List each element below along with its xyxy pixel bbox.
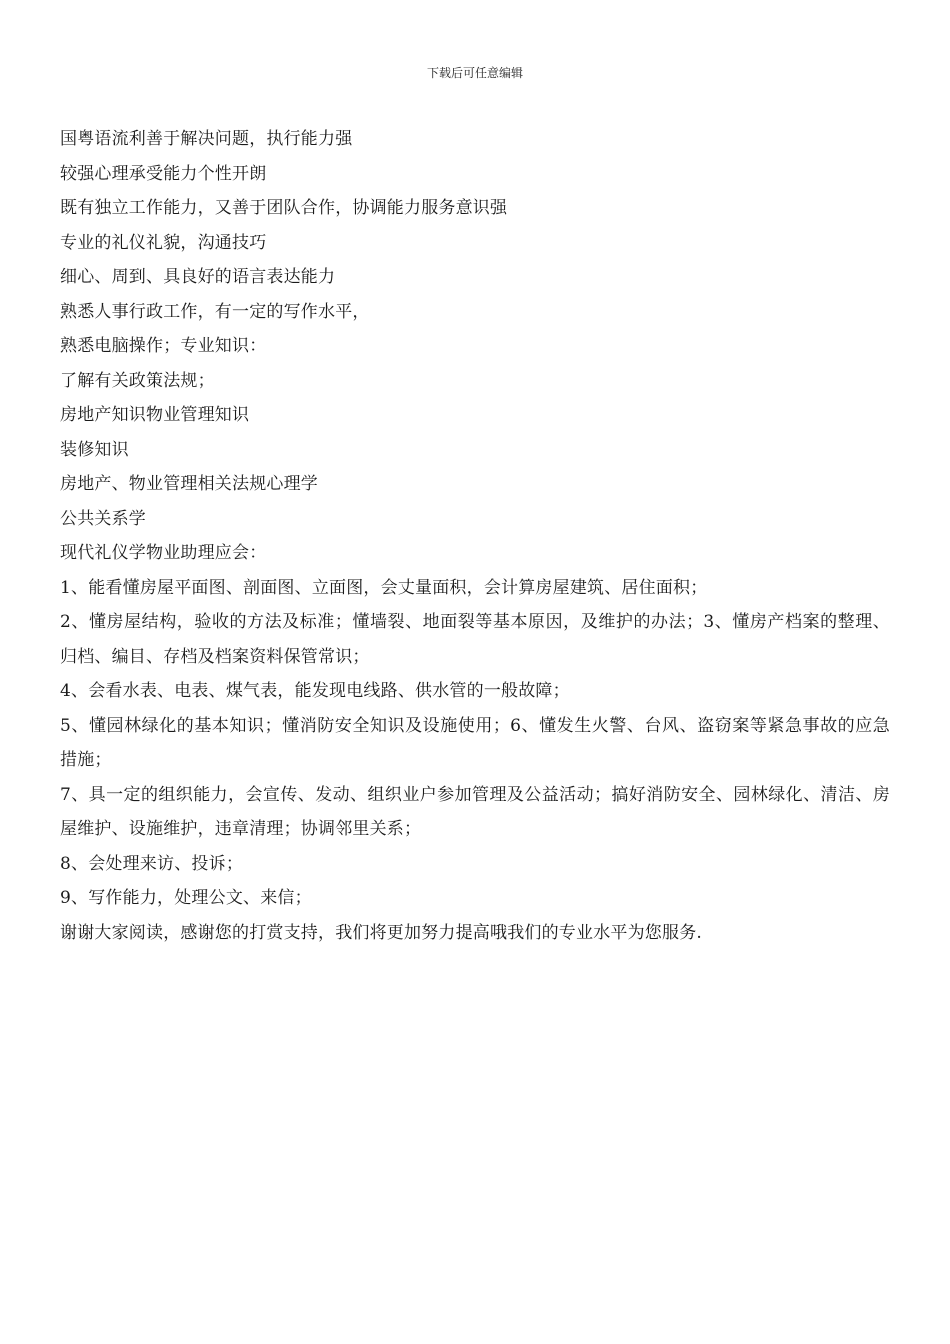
document-body xyxy=(60,122,890,950)
text-line: 专业的礼仪礼貌，沟通技巧 xyxy=(60,232,267,253)
text-line: 既有独立工作能力，又善于团队合作，协调能力服务意识强 xyxy=(60,198,508,218)
list-item: 8、会处理来访、投诉； xyxy=(60,853,244,874)
list-item: 4、会看水表、电表、煤气表，能发现电线路、供水管的一般故障； xyxy=(60,681,570,701)
text-line: 现代礼仪学物业助理应会： xyxy=(60,543,267,563)
text-line: 细心、周到、具良好的语言表达能力 xyxy=(60,267,336,287)
list-item: 1、能看懂房屋平面图、剖面图、立面图，会丈量面积，会计算房屋建筑、居住面积； xyxy=(60,577,708,598)
text-line: 房地产知识物业管理知识 xyxy=(60,405,250,425)
text-line: 了解有关政策法规； xyxy=(60,370,215,391)
list-item: 7、具一定的组织能力，会宣传、发动、组织业户参加管理及公益活动；搞好消防安全、园林绿化、清洁、房屋维护、设施维护，违章清理；协调邻里关系； xyxy=(60,784,890,839)
list-item: 2、懂房屋结构，验收的方法及标准；懂墙裂、地面裂等基本原因，及维护的办法；3、懂房产档案的整理、归档、编目、存档及档案资料保管常识； xyxy=(60,612,890,667)
text-line: 公共关系学 xyxy=(60,508,146,529)
page-header: 下载后可任意编辑 xyxy=(426,66,523,80)
closing-note: 谢谢大家阅读，感谢您的打赏支持，我们将更加努力提高哦我们的专业水平为您服务. xyxy=(60,922,703,943)
list-item: 5、懂园林绿化的基本知识；懂消防安全知识及设施使用；6、懂发生火警、台风、盗窃案等紧急事故的应急措施； xyxy=(60,715,890,770)
text-line: 熟悉电脑操作；专业知识： xyxy=(60,336,267,356)
text-line: 较强心理承受能力个性开朗 xyxy=(60,163,267,184)
list-item: 9、写作能力，处理公文、来信； xyxy=(60,888,312,908)
text-line: 熟悉人事行政工作，有一定的写作水平， xyxy=(60,301,370,322)
text-line: 房地产、物业管理相关法规心理学 xyxy=(60,474,318,494)
text-line: 装修知识 xyxy=(60,439,129,460)
text-line: 国粤语流利善于解决问题，执行能力强 xyxy=(60,129,353,149)
